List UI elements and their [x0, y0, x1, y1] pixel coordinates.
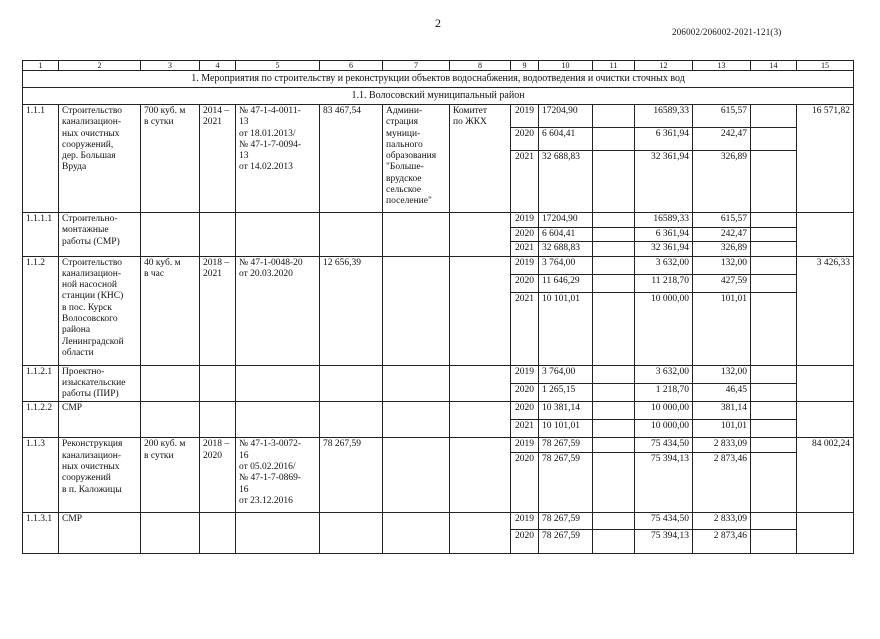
- year-cell: 2019: [511, 365, 539, 383]
- total-cell: 17204,90: [539, 213, 593, 228]
- table-row: [23, 365, 854, 383]
- item-capacity: 200 куб. м в сутки: [141, 438, 200, 512]
- item-name: Строительно- монтажные работы (СМР): [59, 213, 141, 257]
- year-cell: 2019: [511, 105, 539, 128]
- table-row: [23, 256, 854, 274]
- year-cell: 2021: [511, 151, 539, 213]
- regional-cell: 10 000,00: [635, 292, 693, 365]
- year-cell: 2020: [511, 228, 539, 242]
- item-expertise: № 47-1-0048-20 от 20.03.2020: [236, 256, 320, 365]
- regional-cell: 32 361,94: [635, 242, 693, 256]
- total-cell: 32 688,83: [539, 151, 593, 213]
- total-cell: 78 267,59: [539, 512, 593, 529]
- item-customer: Админи- страция муници- пального образования "Больше- врудское сельское поселение": [383, 105, 450, 213]
- local-cell: 242,47: [693, 128, 751, 151]
- local-cell: 427,59: [693, 274, 751, 292]
- c11-cell: [593, 128, 635, 151]
- total-cell: 10 381,14: [539, 402, 593, 420]
- item-number: 1.1.3.1: [23, 512, 59, 553]
- c14-cell: [751, 105, 797, 128]
- local-cell: 132,00: [693, 365, 751, 383]
- regional-cell: 16589,33: [635, 213, 693, 228]
- subsection-title: 1.1. Волосовский муниципальный район: [23, 88, 854, 105]
- page-number: 2: [435, 16, 441, 30]
- item-period: 2014 – 2021: [200, 105, 236, 213]
- year-cell: 2019: [511, 438, 539, 452]
- col-num: 15: [797, 61, 854, 71]
- local-cell: 242,47: [693, 228, 751, 242]
- total-cell: 6 604,41: [539, 228, 593, 242]
- local-cell: 381,14: [693, 402, 751, 420]
- item-name: Строительство канализацион- ной насосной станции (КНС) в пос. Курск Волосовского района Ленинградской области: [59, 256, 141, 365]
- local-cell: 101,01: [693, 292, 751, 365]
- item-number: 1.1.2.2: [23, 402, 59, 438]
- item-cost: 12 656,39: [320, 256, 383, 365]
- year-cell: 2020: [511, 529, 539, 553]
- regional-cell: 32 361,94: [635, 151, 693, 213]
- col-num: 13: [693, 61, 751, 71]
- col-num: 11: [593, 61, 635, 71]
- item-c15: 3 426,33: [797, 256, 854, 365]
- col-num: 14: [751, 61, 797, 71]
- table-row: [23, 512, 854, 529]
- col-num: 12: [635, 61, 693, 71]
- regional-cell: 1 218,70: [635, 384, 693, 402]
- item-cost: 83 467,54: [320, 105, 383, 213]
- local-cell: 326,89: [693, 242, 751, 256]
- item-capacity: 40 куб. м в час: [141, 256, 200, 365]
- regional-cell: 3 632,00: [635, 256, 693, 274]
- item-name: СМР: [59, 402, 141, 438]
- year-cell: 2019: [511, 213, 539, 228]
- year-cell: 2020: [511, 402, 539, 420]
- local-cell: 2 873,46: [693, 529, 751, 553]
- item-c15: 16 571,82: [797, 105, 854, 213]
- item-number: 1.1.2: [23, 256, 59, 365]
- col-num: 5: [236, 61, 320, 71]
- local-cell: 326,89: [693, 151, 751, 213]
- item-name: Реконструкция канализацион- ных очистных сооружений в п. Каложицы: [59, 438, 141, 512]
- total-cell: 78 267,59: [539, 438, 593, 452]
- local-cell: 2 833,09: [693, 438, 751, 452]
- document-id: 206002/206002-2021-121(3): [672, 27, 782, 37]
- col-num: 8: [450, 61, 511, 71]
- local-cell: 132,00: [693, 256, 751, 274]
- table-row: [23, 402, 854, 420]
- year-cell: 2021: [511, 292, 539, 365]
- item-name: Проектно- изыскательские работы (ПИР): [59, 365, 141, 402]
- regional-cell: 10 000,00: [635, 402, 693, 420]
- section-title: 1. Мероприятия по строительству и реконструкции объектов водоснабжения, водоотведения и очистки сточных вод: [23, 71, 854, 88]
- regional-cell: 11 218,70: [635, 274, 693, 292]
- item-capacity: 700 куб. м в сутки: [141, 105, 200, 213]
- item-name: Строительство канализацион- ных очистных сооружений, дер. Большая Вруда: [59, 105, 141, 213]
- local-cell: 2 873,46: [693, 452, 751, 512]
- item-name: СМР: [59, 512, 141, 553]
- section-row: [23, 71, 854, 88]
- regional-cell: 10 000,00: [635, 420, 693, 438]
- year-cell: 2019: [511, 512, 539, 529]
- year-cell: 2020: [511, 384, 539, 402]
- regional-cell: 3 632,00: [635, 365, 693, 383]
- regional-cell: 75 434,50: [635, 512, 693, 529]
- regional-cell: 75 394,13: [635, 452, 693, 512]
- table-row: [23, 105, 854, 128]
- local-cell: 2 833,09: [693, 512, 751, 529]
- regional-cell: 6 361,94: [635, 128, 693, 151]
- total-cell: 1 265,15: [539, 384, 593, 402]
- item-expertise: № 47-1-3-0072- 16 от 05.02.2016/ № 47-1-7-0869- 16 от 23.12.2016: [236, 438, 320, 512]
- total-cell: 3 764,00: [539, 256, 593, 274]
- col-num: 7: [383, 61, 450, 71]
- regional-cell: 6 361,94: [635, 228, 693, 242]
- subsection-row: [23, 88, 854, 105]
- local-cell: 615,57: [693, 105, 751, 128]
- c14-cell: [751, 128, 797, 151]
- c11-cell: [593, 151, 635, 213]
- col-num: 6: [320, 61, 383, 71]
- table-row: [23, 438, 854, 452]
- column-number-row: [23, 61, 854, 71]
- total-cell: 78 267,59: [539, 452, 593, 512]
- item-period: 2018 – 2021: [200, 256, 236, 365]
- year-cell: 2021: [511, 420, 539, 438]
- local-cell: 46,45: [693, 384, 751, 402]
- col-num: 4: [200, 61, 236, 71]
- total-cell: 17204,90: [539, 105, 593, 128]
- total-cell: 10 101,01: [539, 420, 593, 438]
- year-cell: 2019: [511, 256, 539, 274]
- year-cell: 2021: [511, 242, 539, 256]
- total-cell: 10 101,01: [539, 292, 593, 365]
- table-row: [23, 213, 854, 228]
- item-number: 1.1.1: [23, 105, 59, 213]
- item-number: 1.1.3: [23, 438, 59, 512]
- year-cell: 2020: [511, 274, 539, 292]
- col-num: 3: [141, 61, 200, 71]
- total-cell: 11 646,29: [539, 274, 593, 292]
- regional-cell: 16589,33: [635, 105, 693, 128]
- item-expertise: № 47-1-4-0011- 13 от 18.01.2013/ № 47-1-7-0094- 13 от 14.02.2013: [236, 105, 320, 213]
- col-num: 9: [511, 61, 539, 71]
- col-num: 10: [539, 61, 593, 71]
- regional-cell: 75 394,13: [635, 529, 693, 553]
- col-num: 1: [23, 61, 59, 71]
- col-num: 2: [59, 61, 141, 71]
- year-cell: 2020: [511, 452, 539, 512]
- total-cell: 6 604,41: [539, 128, 593, 151]
- local-cell: 615,57: [693, 213, 751, 228]
- c11-cell: [593, 105, 635, 128]
- local-cell: 101,01: [693, 420, 751, 438]
- regional-cell: 75 434,50: [635, 438, 693, 452]
- item-period: 2018 – 2020: [200, 438, 236, 512]
- year-cell: 2020: [511, 128, 539, 151]
- item-manager: Комитет по ЖКХ: [450, 105, 511, 213]
- item-number: 1.1.1.1: [23, 213, 59, 257]
- item-cost: 78 267,59: [320, 438, 383, 512]
- total-cell: 78 267,59: [539, 529, 593, 553]
- item-c15: 84 002,24: [797, 438, 854, 512]
- total-cell: 3 764,00: [539, 365, 593, 383]
- total-cell: 32 688,83: [539, 242, 593, 256]
- investment-table: [22, 60, 854, 554]
- item-number: 1.1.2.1: [23, 365, 59, 402]
- c14-cell: [751, 151, 797, 213]
